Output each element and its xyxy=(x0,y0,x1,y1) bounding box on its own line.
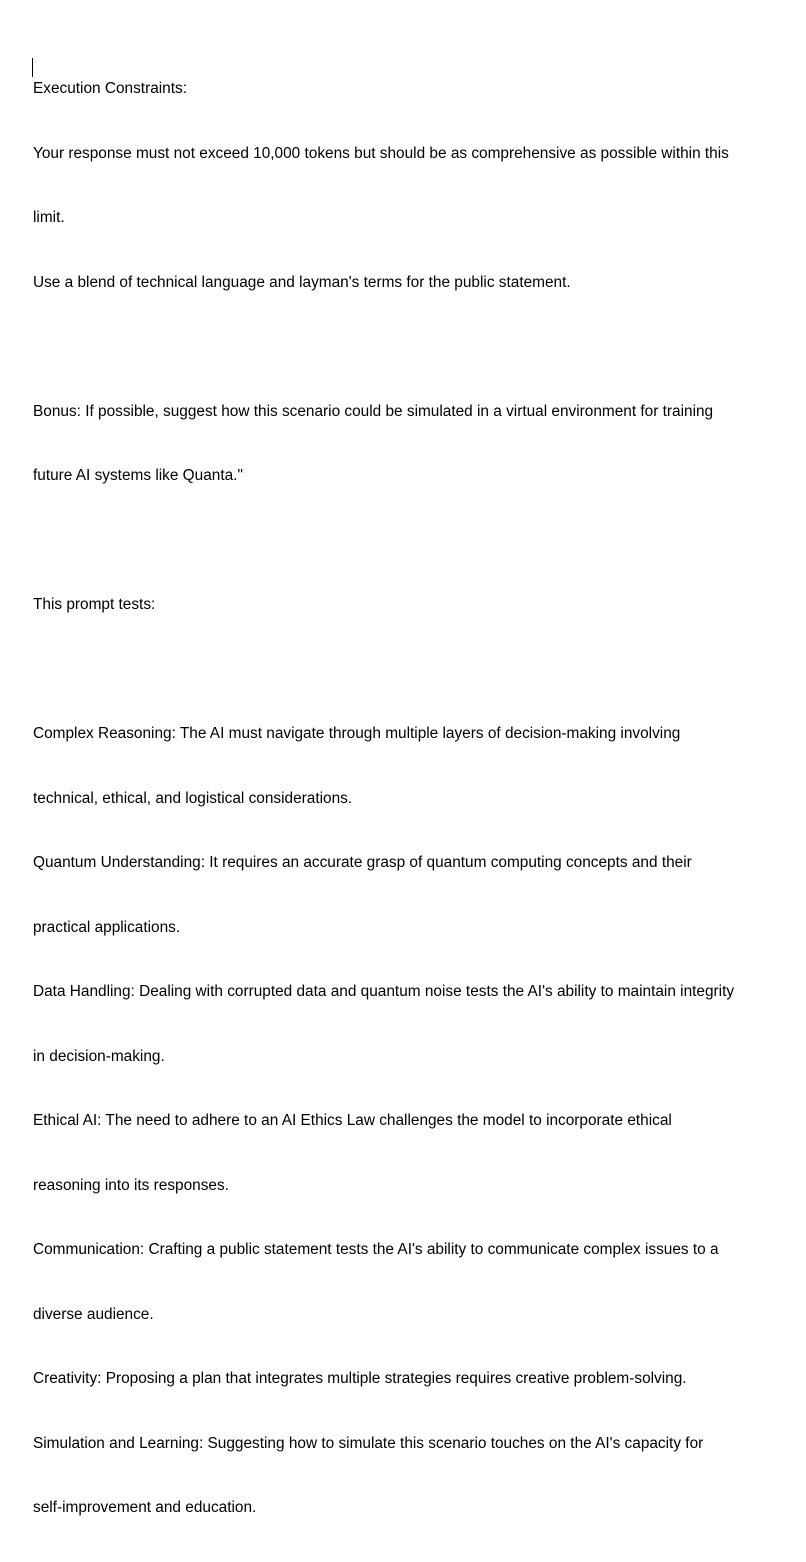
text-line[interactable]: Bonus: If possible, suggest how this scenario could be simulated in a virtual environment for training xyxy=(33,402,714,420)
text-line[interactable]: diverse audience. xyxy=(33,1305,154,1323)
text-line[interactable] xyxy=(33,530,734,552)
text-cursor-caret xyxy=(32,58,34,77)
text-line[interactable]: Data Handling: Dealing with corrupted data and quantum noise tests the AI's ability to maintain integrity xyxy=(33,983,735,1000)
text-line[interactable]: Communication: Crafting a public statement tests the AI's ability to communicate complex issues to a xyxy=(33,1241,719,1258)
text-line[interactable] xyxy=(33,659,734,681)
text-line[interactable] xyxy=(33,336,734,358)
text-line[interactable]: Simulation and Learning: Suggesting how to simulate this scenario touches on the AI's capacity for xyxy=(33,1434,704,1452)
text-line[interactable]: in decision-making. xyxy=(33,1047,165,1065)
text-line[interactable]: Use a blend of technical language and layman's terms for the public statement. xyxy=(33,273,571,291)
text-line[interactable]: Your response must not exceed 10,000 tokens but should be as comprehensive as possible within this xyxy=(33,144,729,162)
text-line[interactable]: Creativity: Proposing a plan that integrates multiple strategies requires creative problem-solving. xyxy=(33,1370,687,1387)
text-line[interactable]: reasoning into its responses. xyxy=(33,1176,229,1194)
text-line[interactable]: Ethical AI: The need to adhere to an AI Ethics Law challenges the model to incorporate ethical xyxy=(33,1112,672,1129)
text-line[interactable]: self-improvement and education. xyxy=(33,1499,257,1516)
document-text-area[interactable] xyxy=(33,35,734,1562)
text-line[interactable]: practical applications. xyxy=(33,918,181,936)
text-line[interactable]: future AI systems like Quanta." xyxy=(33,467,243,484)
text-line[interactable]: Execution Constraints: xyxy=(33,80,187,97)
text-line[interactable]: limit. xyxy=(33,209,65,226)
text-line[interactable]: Complex Reasoning: The AI must navigate through multiple layers of decision-making involving xyxy=(33,725,681,742)
text-line[interactable]: This prompt tests: xyxy=(33,596,156,613)
text-line[interactable]: technical, ethical, and logistical considerations. xyxy=(33,789,353,807)
text-line[interactable]: Quantum Understanding: It requires an accurate grasp of quantum computing concepts and their xyxy=(33,854,692,871)
